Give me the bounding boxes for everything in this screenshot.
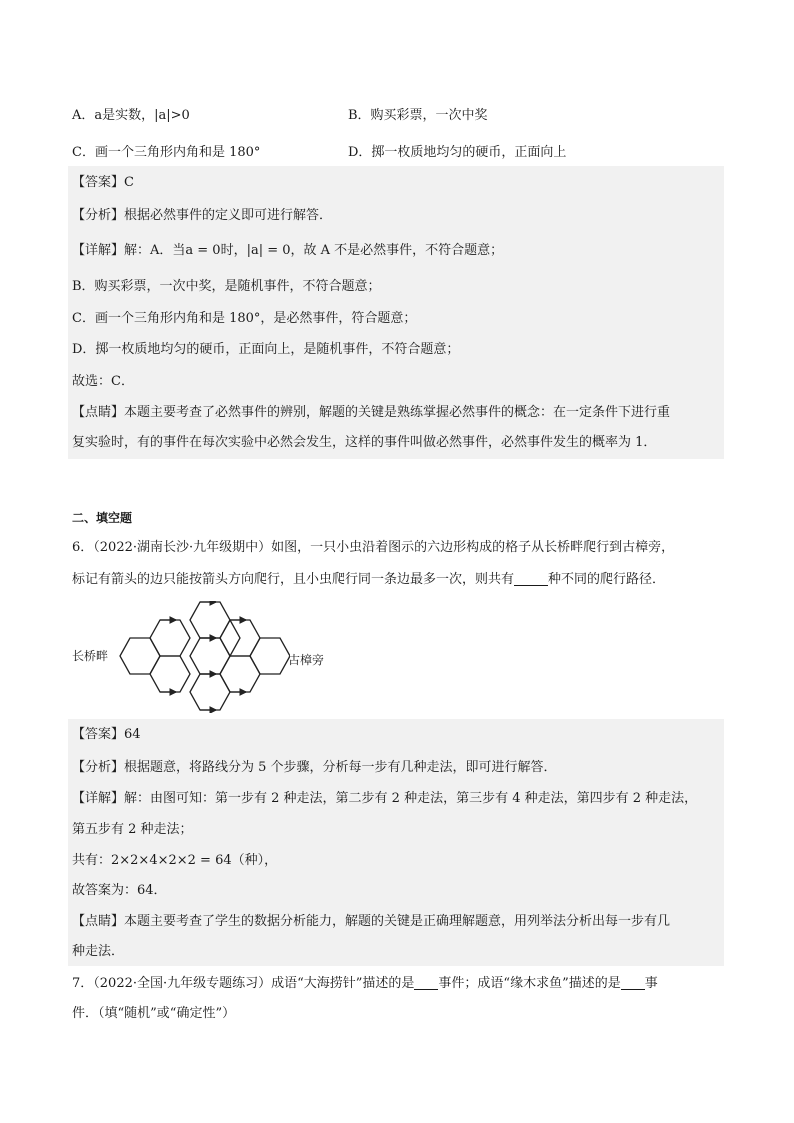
q6-analysis: 【分析】根据题意，将路线分为 5 个步骤，分析每一步有几种走法，即可进行解答．	[72, 760, 557, 775]
q6-stem-1: 6．（2022·湖南长沙·九年级期中）如图，一只小虫沿着图示的六边形构成的格子从长桥畔爬行到古樟旁，	[72, 540, 675, 555]
option-c: C．画一个三角形内角和是 180°	[72, 145, 261, 160]
hexagon-col3-top	[190, 602, 230, 638]
q7-stem-1	[72, 974, 658, 994]
q5-comment-1: 【点睛】本题主要考查了必然事件的辨别，解题的关键是熟练掌握必然事件的概念：在一定条件下进行重	[72, 405, 671, 420]
q5-comment-2: 复实验时，有的事件在每次实验中必然会发生，这样的事件叫做必然事件，必然事件发生的概率为 1．	[72, 435, 657, 450]
q7-stem-1-end: 事	[644, 976, 658, 991]
q5-detail-2: B．购买彩票，一次中奖，是随机事件，不符合题意；	[72, 279, 381, 294]
q7-stem-2: 件．（填“随机”或“确定性”）	[72, 1006, 236, 1021]
q5-detail-3: C．画一个三角形内角和是 180°，是必然事件，符合题意；	[72, 311, 417, 326]
q6-detail-3: 共有：2×2×4×2×2 = 64（种），	[72, 853, 278, 868]
option-d: D．掷一枚质地均匀的硬币，正面向上	[348, 145, 567, 160]
hexagon-col3-bottom	[190, 674, 230, 710]
answer-blank	[621, 975, 645, 990]
option-a: A．a是实数，|a|>0	[72, 108, 190, 123]
hexagon-right	[250, 638, 290, 674]
q7-stem-1-text: 7．（2022·全国·九年级专题练习）成语“大海捞针”描述的是	[72, 976, 415, 991]
diagram-label-end: 古樟旁	[288, 653, 325, 667]
q7-stem-1-mid: 事件；成语“缘木求鱼”描述的是	[438, 976, 621, 991]
q5-detail-4: D．掷一枚质地均匀的硬币，正面向上，是随机事件，不符合题意；	[72, 342, 460, 357]
hexagon-col2-top	[150, 620, 190, 656]
hexagon-path-diagram	[110, 601, 290, 713]
q6-detail-2: 第五步有 2 种走法；	[72, 822, 193, 837]
q6-comment-1: 【点睛】本题主要考查了学生的数据分析能力，解题的关键是正确理解题意，用列举法分析出每一步有几	[72, 914, 671, 929]
q5-analysis: 【分析】根据必然事件的定义即可进行解答．	[72, 208, 333, 223]
hexagon-col4-bottom	[220, 656, 260, 692]
hexagon-left	[120, 638, 160, 674]
diagram-label-start: 长桥畔	[72, 649, 109, 663]
q6-stem-2-text-end: 种不同的爬行路径．	[548, 572, 666, 587]
hexagon-col4-top	[220, 620, 240, 656]
q5-detail-5: 故选：C．	[72, 374, 134, 389]
q6-detail-4: 故答案为：64．	[72, 883, 167, 898]
q5-detail-1: 【详解】解：A．当a = 0时，|a| = 0，故 A 不是必然事件，不符合题意；	[72, 243, 504, 258]
q5-answer: 【答案】C	[72, 175, 134, 190]
q6-stem-2-text: 标记有箭头的边只能按箭头方向爬行，且小虫爬行同一条边最多一次，则共有	[72, 572, 515, 587]
hexagon-col3-mid	[190, 638, 230, 674]
q6-comment-2: 种走法．	[72, 944, 125, 959]
q6-detail-1: 【详解】解：由图可知：第一步有 2 种走法，第二步有 2 种走法，第三步有 4 种走法，第四步有 2 种走法，	[72, 791, 698, 806]
section-title: 二、填空题	[72, 511, 133, 525]
answer-blank	[514, 571, 548, 586]
option-b: B．购买彩票，一次中奖	[348, 108, 488, 123]
hexagon-col2-bottom	[150, 656, 190, 692]
q6-stem-2	[72, 570, 665, 590]
q6-answer: 【答案】64	[72, 727, 141, 742]
answer-blank	[414, 975, 438, 990]
